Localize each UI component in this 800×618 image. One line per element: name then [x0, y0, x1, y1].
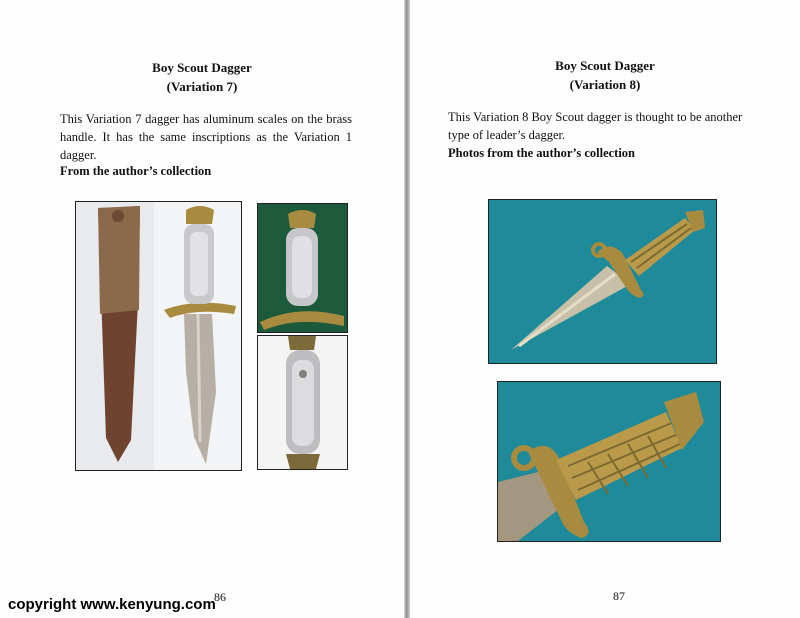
right-title-line1: Boy Scout Dagger	[555, 58, 655, 73]
left-title-line2: (Variation 7)	[166, 79, 238, 94]
right-caption: Photos from the author’s collection	[448, 146, 636, 160]
left-body-text: This Variation 7 dagger has aluminum scales on the brass handle. It has the same inscriptions as the Variation 1 dagger.	[60, 112, 352, 162]
photo-dagger-with-sheath	[75, 201, 242, 471]
right-page	[410, 0, 800, 618]
right-title-line2: (Variation 8)	[569, 77, 641, 92]
photo-handle-detail	[257, 335, 348, 470]
left-page-title	[0, 58, 404, 96]
left-title-line1: Boy Scout Dagger	[152, 60, 252, 75]
pommel	[186, 206, 214, 224]
left-caption: From the author’s collection	[60, 164, 212, 178]
photo-full-dagger	[488, 199, 717, 364]
photo-handle-top	[257, 203, 348, 333]
right-page-number: 87	[613, 589, 625, 603]
sheath-frog	[98, 206, 140, 314]
copyright-watermark: copyright www.kenyung.com	[8, 596, 216, 613]
right-body-text: This Variation 8 Boy Scout dagger is thought to be another type of leader’s dagger.	[448, 110, 743, 142]
photo-handle-closeup	[497, 381, 721, 542]
right-page-title	[410, 56, 800, 94]
left-page-number: 86	[214, 590, 226, 604]
